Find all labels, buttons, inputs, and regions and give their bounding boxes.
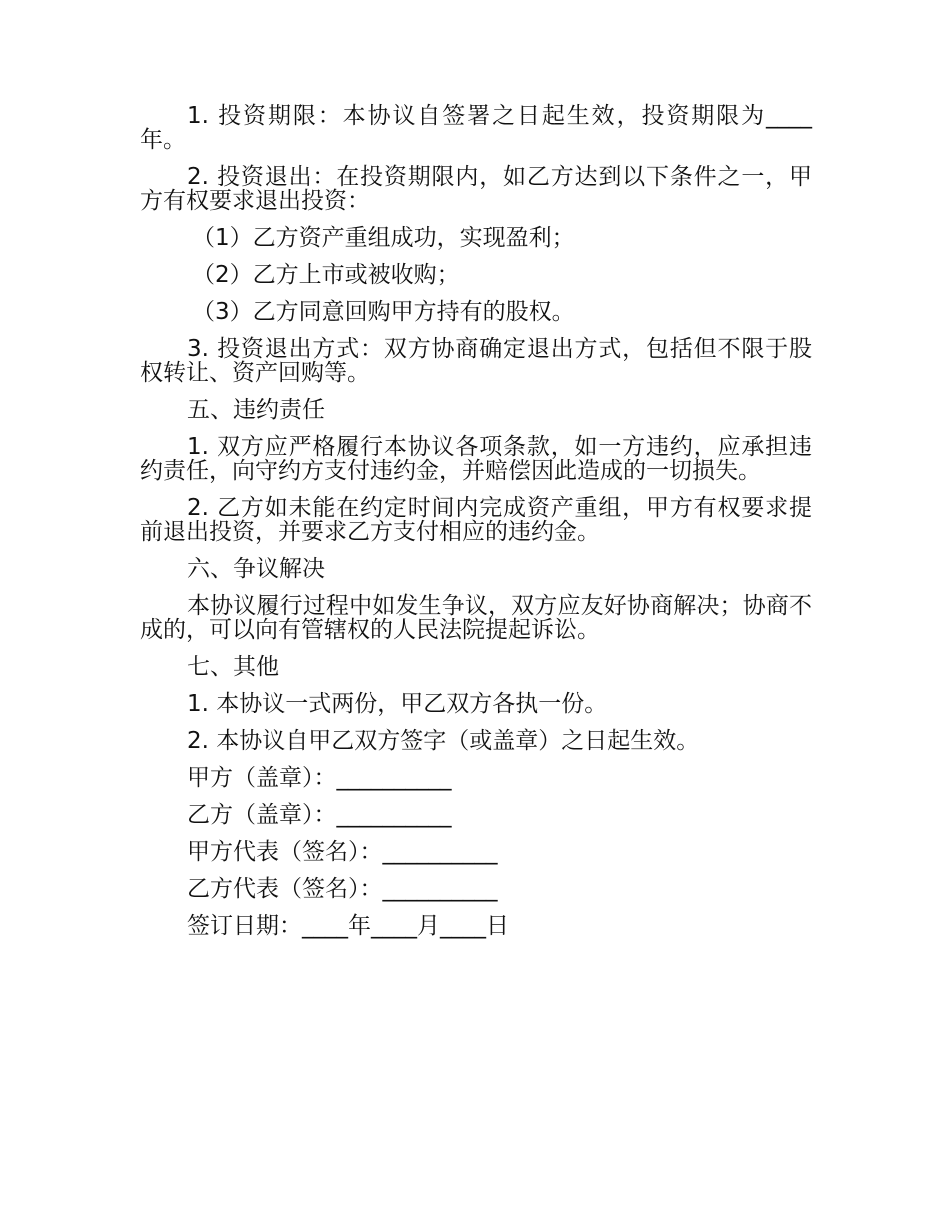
- section-heading-other: 七、其他: [187, 654, 279, 680]
- section-heading-breach: 五、违约责任: [187, 397, 325, 423]
- clause-dispute: 本协议履行过程中如发生争议，双方应友好协商解决；协商不成的，可以向有管辖权的人民法院提起诉讼。: [140, 593, 812, 643]
- signature-party-a-representative: 甲方代表（签名）：__________: [187, 839, 498, 865]
- exit-condition-2: （2）乙方上市或被收购；: [192, 262, 460, 288]
- clause-breach-2: 2. 乙方如未能在约定时间内完成资产重组，甲方有权要求提前退出投资，并要求乙方支付相应的违约金。: [140, 495, 812, 545]
- exit-condition-1: （1）乙方资产重组成功，实现盈利；: [192, 225, 575, 251]
- clause-investment-term: 1. 投资期限：本协议自签署之日起生效，投资期限为____年。: [140, 103, 812, 153]
- exit-condition-3: （3）乙方同意回购甲方持有的股权。: [192, 299, 575, 325]
- clause-other-2: 2. 本协议自甲乙双方签字（或盖章）之日起生效。: [187, 728, 700, 754]
- signature-party-a-seal: 甲方（盖章）：__________: [187, 765, 452, 791]
- clause-exit-method: 3. 投资退出方式：双方协商确定退出方式，包括但不限于股权转让、资产回购等。: [140, 336, 812, 386]
- signature-party-b-seal: 乙方（盖章）：__________: [187, 802, 452, 828]
- clause-breach-1: 1. 双方应严格履行本协议各项条款，如一方违约，应承担违约责任，向守约方支付违约金，并赔偿因此造成的一切损失。: [140, 434, 812, 484]
- signing-date: 签订日期：____年____月____日: [187, 913, 509, 939]
- contract-body: [140, 104, 812, 938]
- clause-other-1: 1. 本协议一式两份，甲乙双方各执一份。: [187, 691, 608, 717]
- clause-investment-exit: 2. 投资退出：在投资期限内，如乙方达到以下条件之一，甲方有权要求退出投资：: [140, 164, 812, 214]
- section-heading-dispute: 六、争议解决: [187, 556, 325, 582]
- signature-party-b-representative: 乙方代表（签名）：__________: [187, 876, 498, 902]
